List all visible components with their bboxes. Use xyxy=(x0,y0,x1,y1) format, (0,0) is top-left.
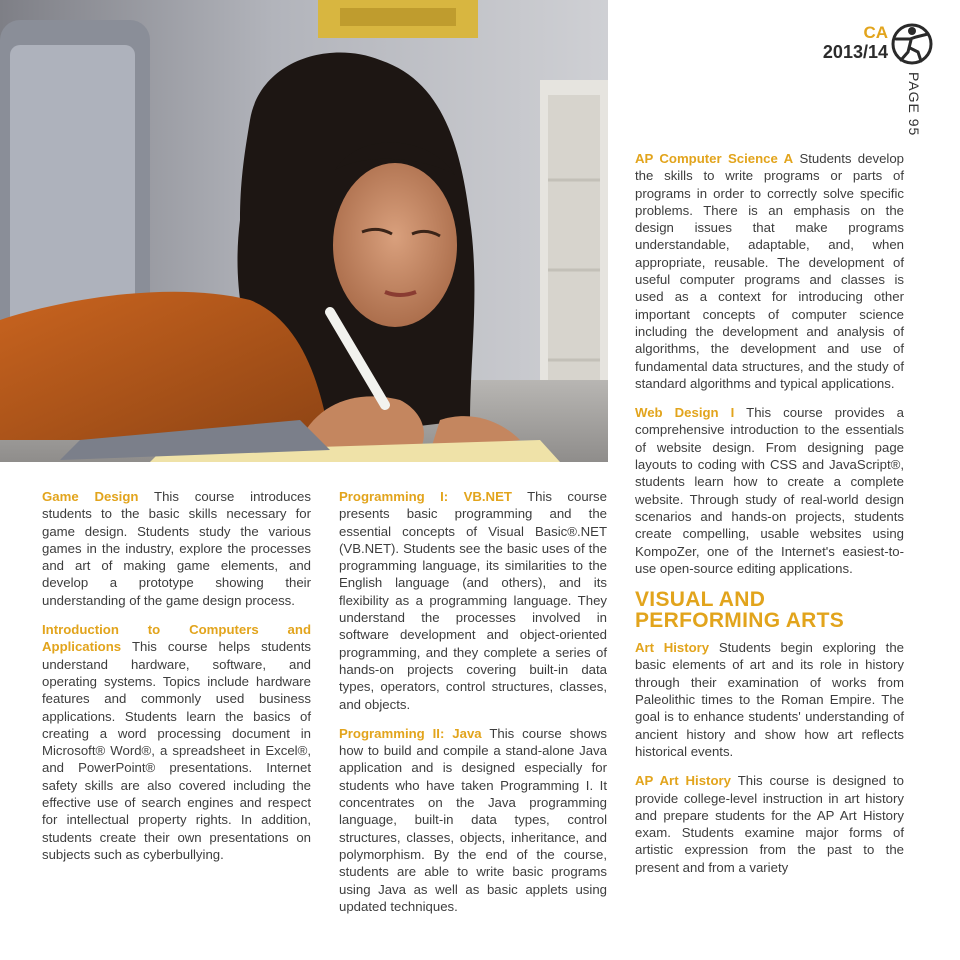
student-writing-photo xyxy=(0,0,608,462)
course-ap-cs-a xyxy=(635,150,904,392)
course-description: This course shows how to build and compile a stand-alone Java application and is designed especially for students who have taken Programming I. It concentrates on the Java programming language, built-in data types, control structures, classes, objects, inheritance, and polymorphism. By the end of the course, students are able to write basic programs using Java as well as basic applets using updated techniques. xyxy=(339,725,608,914)
course-web-design-1 xyxy=(635,404,904,577)
section-heading-line-2: PERFORMING ARTS xyxy=(635,609,845,633)
course-title: Programming II: Java xyxy=(339,725,482,741)
state-label: CA xyxy=(863,23,888,42)
school-year: 2013/14 xyxy=(822,42,888,62)
course-game-design xyxy=(42,488,311,609)
course-title: Game Design xyxy=(42,489,139,504)
course-title: Introduction to Computers and Applications xyxy=(42,622,311,655)
course-programming-1 xyxy=(339,488,607,713)
course-title: AP Art History xyxy=(635,773,731,789)
running-person-circle-icon xyxy=(890,22,934,66)
column-3 xyxy=(635,150,904,888)
course-description: Students begin exploring the basic elements of art and its role in history through their examination of works from Paleolithic times to the Roman Empire. The goal is to enhance students' understanding of ancient history and show how art reflects historical events. xyxy=(635,640,904,759)
course-description: This course introduces students to the basic skills necessary for game design. Students study the various games in the industry, explore the processes and art of making game elements, and develop a prototype showing their understanding of the game design process. xyxy=(42,489,311,608)
course-programming-2 xyxy=(339,725,607,915)
course-title: Art History xyxy=(635,640,710,656)
course-title: Programming I: VB.NET xyxy=(339,489,512,504)
course-ap-art-history xyxy=(635,772,904,876)
section-heading xyxy=(635,589,904,631)
section-heading-line-1: VISUAL AND xyxy=(635,588,766,612)
course-description: This course helps students understand hardware, software, and operating systems. Topics include hardware features and commonly used business applications. Students learn the basics of creating a word processing document in Microsoft® Word®, a spreadsheet in Excel®, and PowerPoint® presentations. Internet safety skills are also covered including the effective use of search engines and respect for intellectual property rights. In addition, students create their own presentations on subjects such as cyberbullying. xyxy=(42,639,311,862)
course-description: This course is designed to provide college-level instruction in art history and prepare students for the AP Art History exam. Students examine major forms of artistic expression from the past to the present and from a variety xyxy=(635,773,905,875)
course-description: This course provides a comprehensive introduction to the essentials of website design. From designing page layouts to coding with CSS and JavaScript®, students learn how to create a complete website. Through study of real-world design scenarios and hands-on projects, students create compelling, usable websites using KompoZer, one of the Internet's easiest-to-use open-source editing applications. xyxy=(635,405,905,576)
hero-photo xyxy=(0,0,608,462)
course-title: AP Computer Science A xyxy=(635,151,794,166)
column-2 xyxy=(339,488,607,927)
course-description: Students develop the skills to write programs or parts of programs in order to correctly solve specific problems. There is an emphasis on the design issues that make programs understandable, adaptable, and, when appropriate, reusable. The development of useful computer programs and classes is used as a context for introducing other important concepts of computer science including the development and analysis of algorithms, the development and use of fundamental data structures, and the study of standard algorithms and typical applications. xyxy=(635,151,905,391)
course-art-history xyxy=(635,639,904,760)
course-description: This course presents basic programming and the essential concepts of Visual Basic®.NET (VB.NET). Students see the basic uses of the programming language, its similarities to the English language (and others), and its flexibility as a programming language. They understand the processes involved in software development and object-oriented programming, and they complete a series of hands-on projects covering built-in data types, operators, control structures, classes, and objects. xyxy=(339,489,607,712)
column-1 xyxy=(42,488,311,875)
course-title: Web Design I xyxy=(635,405,735,421)
course-intro-computers xyxy=(42,621,311,863)
page-number: PAGE 95 xyxy=(906,72,922,137)
